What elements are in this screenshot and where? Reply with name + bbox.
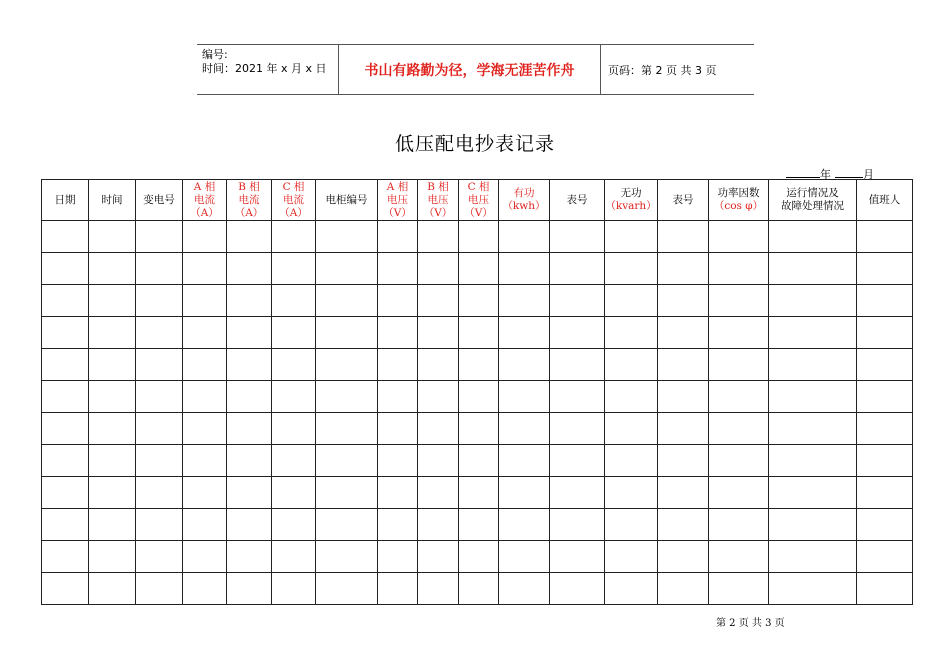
table-cell bbox=[42, 477, 89, 509]
column-header-line: （A） bbox=[279, 206, 308, 219]
table-cell bbox=[769, 413, 857, 445]
column-header bbox=[459, 180, 499, 221]
table-cell bbox=[550, 477, 605, 509]
table-cell bbox=[136, 317, 183, 349]
table-cell bbox=[272, 381, 316, 413]
table-cell bbox=[418, 349, 459, 381]
column-header bbox=[272, 180, 316, 221]
table-cell bbox=[418, 445, 459, 477]
table-cell bbox=[857, 349, 913, 381]
table-cell bbox=[709, 509, 769, 541]
table-cell bbox=[459, 445, 499, 477]
table-cell bbox=[499, 413, 550, 445]
table-cell bbox=[769, 349, 857, 381]
table-cell bbox=[499, 285, 550, 317]
table-cell bbox=[316, 541, 378, 573]
column-header-line: （A） bbox=[234, 206, 264, 219]
header-motto: 书山有路勤为径，学海无涯苦作舟 bbox=[339, 45, 601, 94]
table-cell bbox=[183, 349, 227, 381]
table-cell bbox=[136, 413, 183, 445]
table-cell bbox=[316, 221, 378, 253]
table-cell bbox=[42, 445, 89, 477]
table-cell bbox=[605, 285, 658, 317]
table-cell bbox=[89, 349, 136, 381]
table-cell bbox=[550, 509, 605, 541]
table-cell bbox=[769, 317, 857, 349]
table-cell bbox=[227, 413, 272, 445]
table-cell bbox=[183, 317, 227, 349]
table-cell bbox=[378, 477, 418, 509]
table-cell bbox=[459, 349, 499, 381]
column-header-line: 运行情况及 bbox=[786, 187, 839, 199]
table-cell bbox=[499, 541, 550, 573]
table-cell bbox=[857, 317, 913, 349]
table-row bbox=[42, 221, 913, 253]
table-cell bbox=[709, 285, 769, 317]
column-header-line: 变电号 bbox=[143, 193, 175, 206]
table-cell bbox=[183, 253, 227, 285]
table-row bbox=[42, 285, 913, 317]
table-cell bbox=[378, 381, 418, 413]
table-cell bbox=[42, 509, 89, 541]
table-cell bbox=[136, 541, 183, 573]
table-cell bbox=[418, 477, 459, 509]
table-cell bbox=[183, 573, 227, 605]
table-cell bbox=[378, 509, 418, 541]
table-cell bbox=[550, 349, 605, 381]
column-header-line: （V） bbox=[383, 206, 412, 219]
header-page-code: 页码：第 2 页 共 3 页 bbox=[608, 63, 717, 77]
table-cell bbox=[709, 221, 769, 253]
table-row bbox=[42, 573, 913, 605]
table-cell bbox=[499, 573, 550, 605]
table-cell bbox=[136, 477, 183, 509]
table-cell bbox=[183, 477, 227, 509]
table-cell bbox=[857, 541, 913, 573]
table-cell bbox=[857, 573, 913, 605]
table-cell bbox=[227, 253, 272, 285]
table-cell bbox=[89, 541, 136, 573]
table-cell bbox=[378, 445, 418, 477]
number-label: 编号: bbox=[202, 48, 228, 61]
table-cell bbox=[227, 541, 272, 573]
table-cell bbox=[499, 317, 550, 349]
column-header bbox=[316, 180, 378, 221]
table-cell bbox=[183, 285, 227, 317]
table-cell bbox=[89, 573, 136, 605]
page-title: 低压配电抄表记录 bbox=[394, 133, 555, 155]
table-cell bbox=[658, 541, 709, 573]
table-cell bbox=[89, 381, 136, 413]
table-cell bbox=[550, 317, 605, 349]
table-cell bbox=[605, 221, 658, 253]
table-cell bbox=[89, 221, 136, 253]
table-cell bbox=[136, 445, 183, 477]
table-row bbox=[42, 349, 913, 381]
table-body bbox=[42, 221, 913, 605]
table-cell bbox=[316, 445, 378, 477]
table-cell bbox=[42, 349, 89, 381]
column-header bbox=[89, 180, 136, 221]
table-cell bbox=[89, 253, 136, 285]
table-cell bbox=[459, 573, 499, 605]
table-cell bbox=[459, 381, 499, 413]
table-cell bbox=[499, 509, 550, 541]
table-cell bbox=[378, 253, 418, 285]
table-cell bbox=[183, 541, 227, 573]
table-cell bbox=[42, 381, 89, 413]
table-cell bbox=[658, 477, 709, 509]
table-cell bbox=[316, 381, 378, 413]
table-cell bbox=[42, 573, 89, 605]
table-cell bbox=[418, 317, 459, 349]
table-cell bbox=[378, 573, 418, 605]
column-header-line: A 相 bbox=[193, 180, 216, 193]
table-cell bbox=[709, 413, 769, 445]
table-cell bbox=[499, 221, 550, 253]
table-cell bbox=[857, 285, 913, 317]
table-cell bbox=[136, 381, 183, 413]
table-cell bbox=[709, 477, 769, 509]
table-cell bbox=[378, 349, 418, 381]
table-cell bbox=[227, 381, 272, 413]
header-info bbox=[197, 45, 339, 94]
table-cell bbox=[378, 413, 418, 445]
table-cell bbox=[709, 541, 769, 573]
table-cell bbox=[227, 285, 272, 317]
table-cell bbox=[418, 221, 459, 253]
table-cell bbox=[89, 285, 136, 317]
table-cell bbox=[183, 445, 227, 477]
table-cell bbox=[769, 509, 857, 541]
table-cell bbox=[418, 253, 459, 285]
column-header bbox=[42, 180, 89, 221]
table-row bbox=[42, 509, 913, 541]
table-cell bbox=[499, 477, 550, 509]
column-header-line: 电柜编号 bbox=[325, 193, 368, 206]
table-cell bbox=[316, 349, 378, 381]
column-header bbox=[227, 180, 272, 221]
table-cell bbox=[418, 413, 459, 445]
column-header bbox=[378, 180, 418, 221]
column-header-line: 有功 bbox=[513, 187, 535, 199]
column-header-line: C 相 bbox=[467, 180, 490, 193]
table-cell bbox=[550, 381, 605, 413]
table-cell bbox=[550, 445, 605, 477]
table-cell bbox=[709, 445, 769, 477]
table-cell bbox=[272, 221, 316, 253]
table-cell bbox=[227, 349, 272, 381]
table-cell bbox=[605, 573, 658, 605]
column-header bbox=[418, 180, 459, 221]
table-cell bbox=[316, 573, 378, 605]
table-cell bbox=[499, 349, 550, 381]
table-cell bbox=[658, 445, 709, 477]
table-cell bbox=[378, 541, 418, 573]
table-cell bbox=[227, 221, 272, 253]
table-cell bbox=[550, 253, 605, 285]
table-cell bbox=[857, 509, 913, 541]
column-header bbox=[183, 180, 227, 221]
table-row bbox=[42, 413, 913, 445]
table-cell bbox=[658, 349, 709, 381]
table-cell bbox=[272, 253, 316, 285]
table-cell bbox=[272, 541, 316, 573]
table-cell bbox=[605, 477, 658, 509]
table-cell bbox=[550, 573, 605, 605]
column-header-line: 表号 bbox=[566, 193, 588, 206]
table-row bbox=[42, 317, 913, 349]
table-cell bbox=[550, 285, 605, 317]
table-cell bbox=[89, 477, 136, 509]
table-row bbox=[42, 253, 913, 285]
table-cell bbox=[709, 381, 769, 413]
column-header-line: （A） bbox=[190, 206, 219, 219]
page-footer: 第 2 页 共 3 页 bbox=[716, 618, 785, 629]
table-cell bbox=[183, 221, 227, 253]
table-cell bbox=[418, 285, 459, 317]
table-cell bbox=[459, 509, 499, 541]
table-cell bbox=[605, 317, 658, 349]
column-header-line: （V） bbox=[423, 206, 453, 219]
table-cell bbox=[459, 285, 499, 317]
column-header-line: 电流 bbox=[283, 193, 304, 206]
table-cell bbox=[459, 253, 499, 285]
record-table bbox=[41, 179, 913, 605]
table-cell bbox=[136, 253, 183, 285]
table-cell bbox=[857, 221, 913, 253]
table-cell bbox=[272, 445, 316, 477]
table-cell bbox=[857, 253, 913, 285]
table-cell bbox=[42, 285, 89, 317]
table-cell bbox=[136, 349, 183, 381]
table-cell bbox=[272, 573, 316, 605]
table-cell bbox=[459, 317, 499, 349]
table-cell bbox=[459, 477, 499, 509]
column-header-line: C 相 bbox=[282, 180, 305, 193]
column-header-line: 电压 bbox=[387, 193, 408, 206]
table-cell bbox=[658, 253, 709, 285]
column-header bbox=[136, 180, 183, 221]
table-cell bbox=[136, 573, 183, 605]
year-blank bbox=[786, 167, 820, 178]
table-cell bbox=[857, 381, 913, 413]
column-header-line: 无功 bbox=[620, 187, 642, 199]
table-cell bbox=[89, 317, 136, 349]
table-cell bbox=[769, 477, 857, 509]
column-header bbox=[499, 180, 550, 221]
column-header-line: 电流 bbox=[194, 193, 215, 206]
column-header-line: 表号 bbox=[672, 193, 694, 206]
table-row bbox=[42, 477, 913, 509]
column-header bbox=[605, 180, 658, 221]
table-cell bbox=[709, 253, 769, 285]
month-blank bbox=[835, 167, 863, 178]
column-header-line: （kwh） bbox=[502, 200, 546, 212]
column-header-line: 电压 bbox=[427, 193, 449, 206]
table-cell bbox=[605, 541, 658, 573]
column-header bbox=[857, 180, 913, 221]
table-cell bbox=[42, 221, 89, 253]
table-cell bbox=[769, 221, 857, 253]
table-cell bbox=[418, 381, 459, 413]
column-header-line: A 相 bbox=[386, 180, 409, 193]
table-cell bbox=[227, 317, 272, 349]
table-cell bbox=[459, 221, 499, 253]
time-label: 时间：2021 年 x 月 x 日 bbox=[202, 62, 327, 75]
table-cell bbox=[378, 221, 418, 253]
table-cell bbox=[658, 509, 709, 541]
column-header-line: 时间 bbox=[101, 193, 123, 206]
table-cell bbox=[769, 253, 857, 285]
table-cell bbox=[769, 573, 857, 605]
table-cell bbox=[183, 413, 227, 445]
table-cell bbox=[272, 317, 316, 349]
table-row bbox=[42, 445, 913, 477]
table-cell bbox=[42, 413, 89, 445]
table-cell bbox=[709, 573, 769, 605]
column-header-line: （cos φ） bbox=[713, 200, 764, 212]
table-cell bbox=[499, 381, 550, 413]
table-cell bbox=[272, 285, 316, 317]
table-cell bbox=[709, 349, 769, 381]
table-cell bbox=[658, 381, 709, 413]
table-cell bbox=[378, 317, 418, 349]
table-cell bbox=[272, 509, 316, 541]
table-cell bbox=[459, 413, 499, 445]
table-cell bbox=[769, 285, 857, 317]
document-header bbox=[197, 44, 754, 95]
table-cell bbox=[499, 445, 550, 477]
table-cell bbox=[658, 413, 709, 445]
column-header-line: 日期 bbox=[54, 193, 76, 206]
table-cell bbox=[272, 413, 316, 445]
table-cell bbox=[550, 221, 605, 253]
table-cell bbox=[550, 541, 605, 573]
table-cell bbox=[183, 381, 227, 413]
table-cell bbox=[227, 445, 272, 477]
column-header-line: 值班人 bbox=[868, 193, 901, 206]
table-cell bbox=[227, 573, 272, 605]
table-cell bbox=[316, 413, 378, 445]
table-cell bbox=[136, 221, 183, 253]
column-header-line: 功率因数 bbox=[717, 187, 760, 199]
column-header bbox=[658, 180, 709, 221]
table-cell bbox=[89, 509, 136, 541]
table-cell bbox=[316, 253, 378, 285]
table-cell bbox=[42, 253, 89, 285]
table-cell bbox=[183, 509, 227, 541]
table-cell bbox=[272, 477, 316, 509]
table-row bbox=[42, 541, 913, 573]
table-cell bbox=[418, 509, 459, 541]
table-cell bbox=[769, 541, 857, 573]
table-cell bbox=[227, 477, 272, 509]
table-cell bbox=[272, 349, 316, 381]
table-cell bbox=[769, 381, 857, 413]
table-cell bbox=[136, 509, 183, 541]
table-cell bbox=[378, 285, 418, 317]
table-cell bbox=[316, 317, 378, 349]
column-header-line: 故障处理情况 bbox=[781, 200, 844, 212]
table-cell bbox=[605, 445, 658, 477]
column-header bbox=[769, 180, 857, 221]
table-cell bbox=[418, 541, 459, 573]
column-header-line: B 相 bbox=[427, 180, 449, 193]
table-row bbox=[42, 381, 913, 413]
column-header-line: （kvarh） bbox=[605, 200, 657, 212]
table-cell bbox=[499, 253, 550, 285]
table-cell bbox=[459, 541, 499, 573]
column-header bbox=[709, 180, 769, 221]
column-header bbox=[550, 180, 605, 221]
table-cell bbox=[136, 285, 183, 317]
table-cell bbox=[550, 413, 605, 445]
table-cell bbox=[42, 317, 89, 349]
table-header-row bbox=[42, 180, 913, 221]
table-cell bbox=[89, 445, 136, 477]
table-cell bbox=[769, 445, 857, 477]
column-header-line: （V） bbox=[464, 206, 493, 219]
table-cell bbox=[658, 285, 709, 317]
year-label: 年 bbox=[820, 168, 831, 181]
table-cell bbox=[316, 509, 378, 541]
table-cell bbox=[605, 413, 658, 445]
column-header-line: B 相 bbox=[238, 180, 260, 193]
table-cell bbox=[709, 317, 769, 349]
table-cell bbox=[89, 413, 136, 445]
table-cell bbox=[418, 573, 459, 605]
table-cell bbox=[658, 573, 709, 605]
table-cell bbox=[316, 285, 378, 317]
table-cell bbox=[316, 477, 378, 509]
column-header-line: 电压 bbox=[468, 193, 489, 206]
table-cell bbox=[658, 317, 709, 349]
table-cell bbox=[227, 509, 272, 541]
table-cell bbox=[605, 381, 658, 413]
table-cell bbox=[857, 445, 913, 477]
table-cell bbox=[658, 221, 709, 253]
table-cell bbox=[605, 509, 658, 541]
table-cell bbox=[42, 541, 89, 573]
table-cell bbox=[605, 349, 658, 381]
table-cell bbox=[605, 253, 658, 285]
month-label: 月 bbox=[863, 168, 874, 181]
table-cell bbox=[857, 477, 913, 509]
table-cell bbox=[857, 413, 913, 445]
column-header-line: 电流 bbox=[238, 193, 260, 206]
